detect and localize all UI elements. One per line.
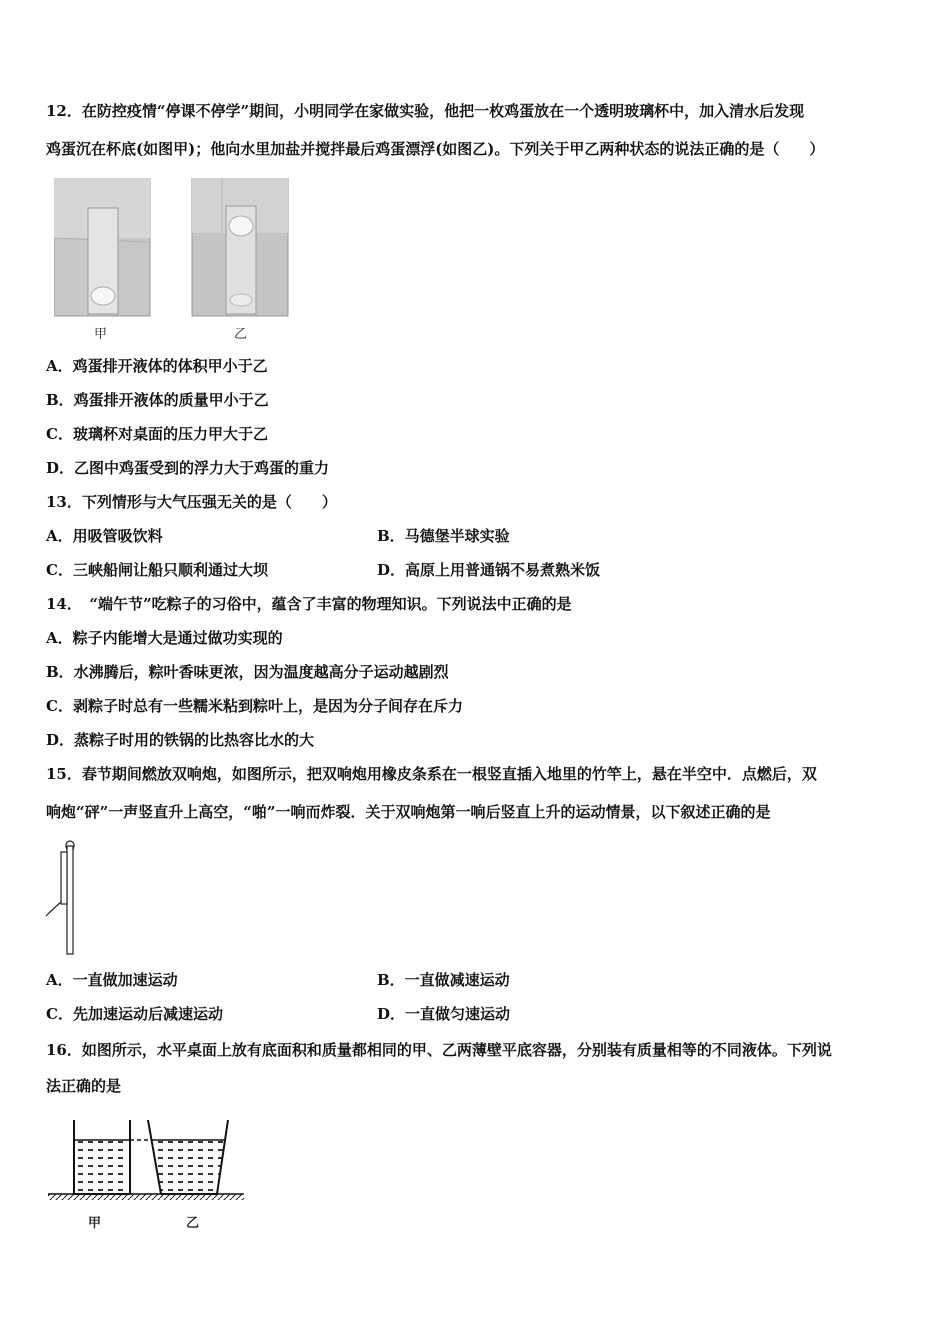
q14-stem: 14． “端午节”吃粽子的习俗中，蕴含了丰富的物理知识。下列说法中正确的是: [46, 595, 572, 613]
q16-figure: [46, 1114, 246, 1234]
q13-option-a[interactable]: A．用吸管吸饮料: [46, 527, 163, 545]
q15-option-d[interactable]: D．一直做匀速运动: [377, 1005, 511, 1023]
q14-option-a[interactable]: A．粽子内能增大是通过做功实现的: [46, 629, 283, 647]
q13-option-d[interactable]: D．高原上用普通锅不易煮熟米饭: [377, 561, 601, 579]
q12-option-c[interactable]: C．玻璃杯对桌面的压力甲大于乙: [46, 425, 268, 443]
q15-stem-line2: 响炮“砰”一声竖直升上高空，“啪”一响而炸裂．关于双响炮第一响后竖直上升的运动情景，以下叙述正确的是: [46, 803, 771, 821]
q12-stem-line2: 鸡蛋沉在杯底(如图甲)；他向水里加盐并搅拌最后鸡蛋漂浮(如图乙)。下列关于甲乙两种状态的说法正确的是（ ）: [46, 140, 825, 158]
firecracker-pole-image: [40, 838, 90, 956]
q16-stem-line2: 法正确的是: [46, 1077, 122, 1095]
q14-option-d[interactable]: D．蒸粽子时用的铁锅的比热容比水的大: [46, 731, 315, 749]
q12-stem-line1: 12．在防控疫情“停课不停学”期间，小明同学在家做实验，他把一枚鸡蛋放在一个透明玻璃杯中，加入清水后发现: [46, 102, 805, 120]
q14-option-c[interactable]: C．剥粽子时总有一些糯米粘到粽叶上，是因为分子间存在斥力: [46, 697, 463, 715]
q13-option-b[interactable]: B．马德堡半球实验: [377, 527, 510, 545]
q12-figure: [54, 178, 294, 343]
q12-caption-a: 甲: [94, 327, 108, 342]
q13-stem: 13．下列情形与大气压强无关的是（ ）: [46, 493, 337, 511]
q14-option-b[interactable]: B．水沸腾后，粽叶香味更浓，因为温度越高分子运动越剧烈: [46, 663, 449, 681]
q12-option-d[interactable]: D．乙图中鸡蛋受到的浮力大于鸡蛋的重力: [46, 459, 330, 477]
q12-option-b[interactable]: B．鸡蛋排开液体的质量甲小于乙: [46, 391, 269, 409]
q15-option-b[interactable]: B．一直做减速运动: [377, 971, 510, 989]
q15-option-c[interactable]: C．先加速运动后减速运动: [46, 1005, 223, 1023]
q16-stem-line1: 16．如图所示，水平桌面上放有底面积和质量都相同的甲、乙两薄壁平底容器，分别装有质量相等的不同液体。下列说: [46, 1041, 832, 1059]
q12-caption-b: 乙: [234, 327, 248, 342]
q15-figure: [40, 838, 90, 956]
containers-image: [46, 1114, 246, 1204]
q15-option-a[interactable]: A．一直做加速运动: [46, 971, 178, 989]
egg-photos-image: [54, 178, 294, 343]
q16-caption-a: 甲: [88, 1216, 102, 1231]
q16-caption-b: 乙: [186, 1216, 200, 1231]
q12-option-a[interactable]: A．鸡蛋排开液体的体积甲小于乙: [46, 357, 268, 375]
q15-stem-line1: 15．春节期间燃放双响炮，如图所示，把双响炮用橡皮条系在一根竖直插入地里的竹竿上，悬在半空中．点燃后，双: [46, 765, 817, 783]
q13-option-c[interactable]: C．三峡船闸让船只顺利通过大坝: [46, 561, 268, 579]
